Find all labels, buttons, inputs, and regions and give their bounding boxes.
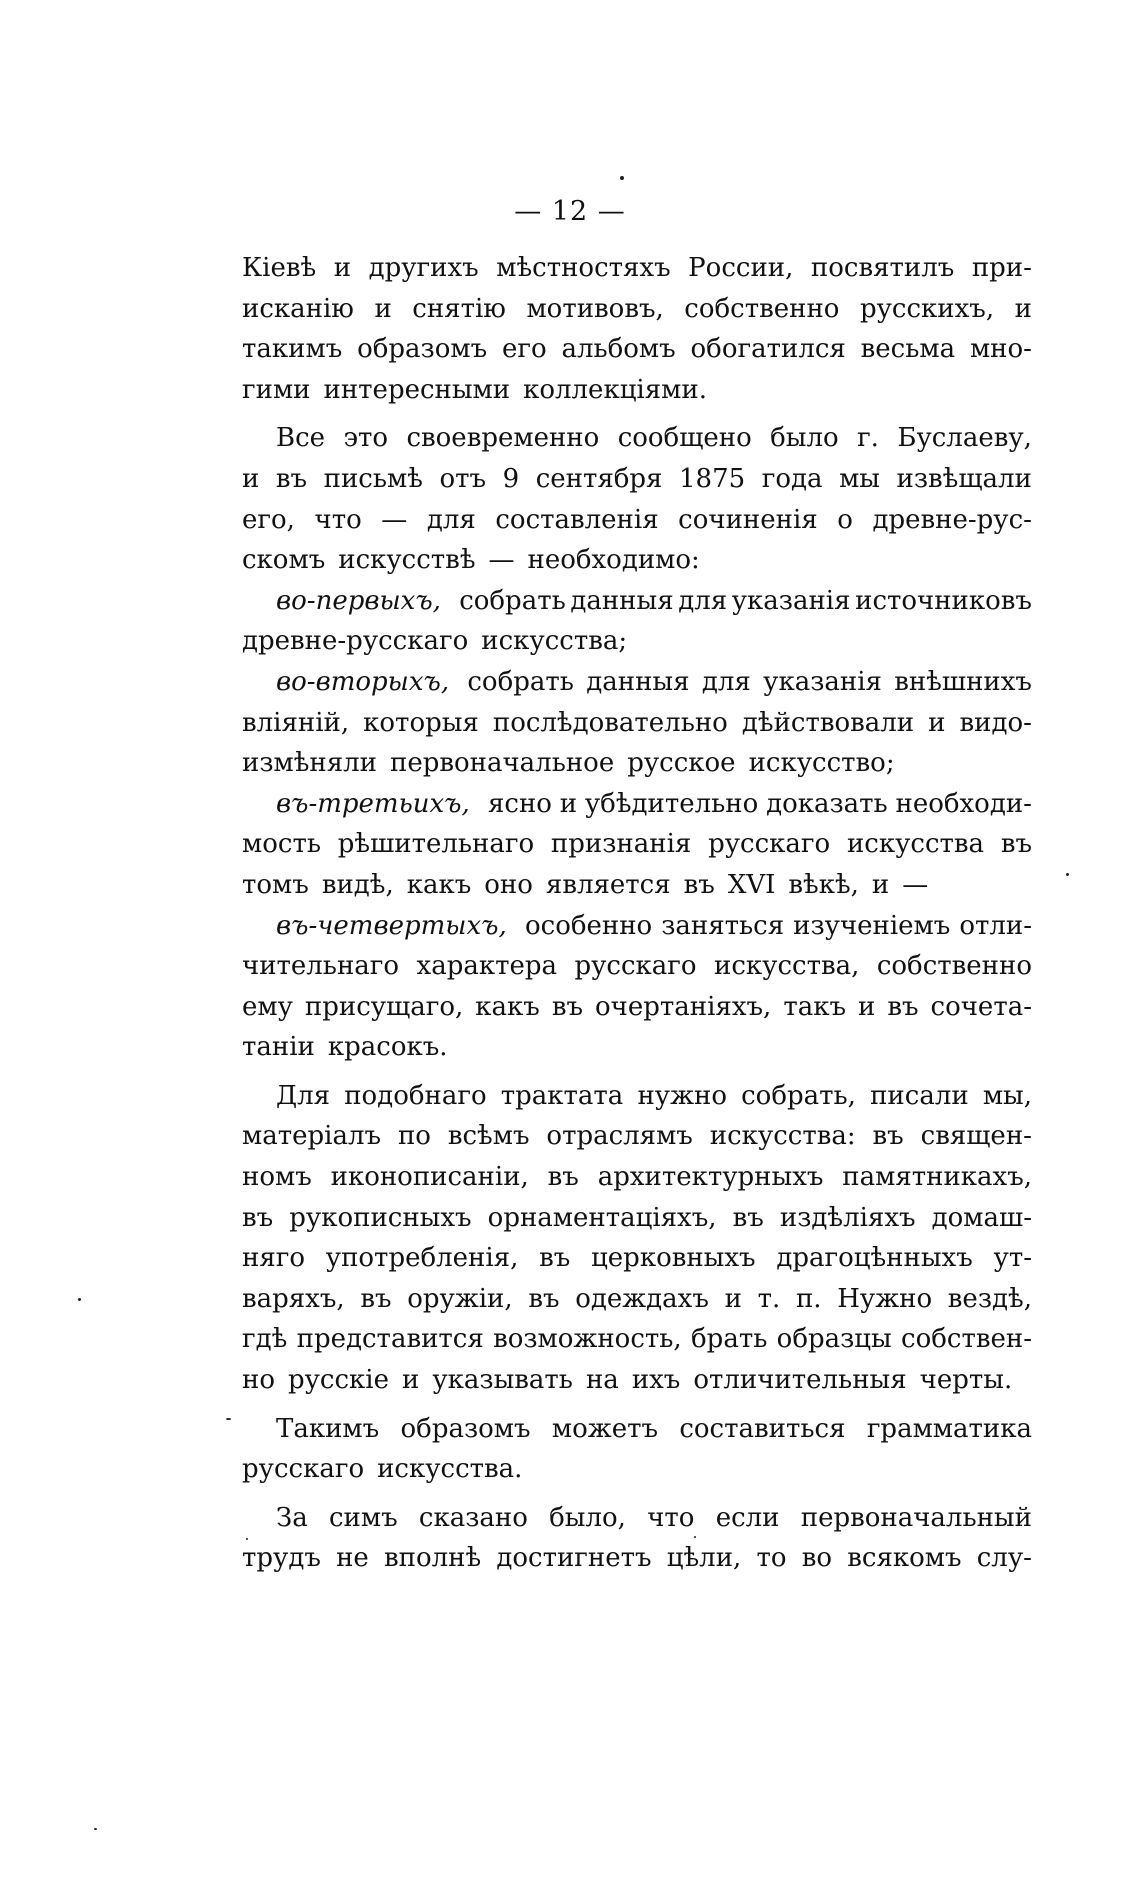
word: изученіемъ	[793, 910, 951, 941]
text-line	[242, 865, 1032, 906]
text-line	[242, 1027, 1032, 1068]
word: признанія	[550, 829, 692, 860]
word: ему	[242, 991, 293, 1022]
text-line	[242, 1116, 1032, 1157]
word: Буслаеву,	[897, 423, 1032, 454]
word: отраслямъ	[546, 1121, 693, 1152]
word: характера	[416, 951, 558, 982]
word: видѣ,	[321, 869, 394, 900]
word: при-	[971, 253, 1032, 283]
word: употребленія,	[325, 1243, 519, 1274]
word: посвятилъ	[810, 253, 955, 283]
word: измѣняли	[242, 748, 377, 779]
word: искусства,	[714, 951, 860, 982]
text-line	[242, 1279, 1032, 1320]
word: 9	[502, 463, 520, 494]
word: нужно	[637, 1080, 727, 1111]
word: образомъ	[357, 334, 488, 365]
text-line	[242, 418, 1032, 459]
word: вліяній,	[242, 707, 350, 738]
text-line	[242, 824, 1032, 865]
word: его,	[242, 504, 295, 535]
word: церковныхъ	[591, 1243, 756, 1274]
word: мѣстностяхъ	[496, 253, 671, 283]
word: орнаментаціяхъ,	[487, 1202, 717, 1233]
text-line	[242, 1157, 1032, 1198]
word: достигнетъ	[496, 1543, 652, 1574]
text-line	[242, 1319, 1032, 1360]
ink-speck	[1066, 873, 1069, 876]
word: няго	[242, 1243, 306, 1274]
word: собрать	[459, 585, 566, 616]
word: своевременно	[406, 423, 600, 454]
word: матеріалъ	[242, 1121, 382, 1152]
word: одеждахъ	[575, 1283, 709, 1314]
word: мотивовъ,	[526, 293, 664, 324]
word: трудъ	[242, 1543, 321, 1574]
word: интересными	[323, 374, 511, 405]
word: мы	[839, 463, 880, 494]
word: симъ	[328, 1502, 398, 1533]
word: —	[902, 869, 929, 900]
word: искусства.	[377, 1454, 523, 1485]
word: брать	[691, 1324, 768, 1355]
word: данныя	[586, 666, 690, 697]
word: какъ	[475, 991, 540, 1022]
text-line	[242, 743, 1032, 784]
word: въ	[360, 1283, 392, 1314]
word: скомъ	[242, 545, 326, 576]
word: и	[858, 991, 876, 1022]
word: черты.	[919, 1365, 1013, 1396]
word: коллекціями.	[523, 374, 707, 405]
word: России,	[688, 253, 794, 283]
word: и	[928, 707, 946, 738]
word: сообщено	[617, 423, 752, 454]
word: источниковъ	[855, 585, 1032, 616]
word: необходи-	[895, 788, 1032, 819]
word: собствен-	[901, 1324, 1032, 1355]
word: и	[242, 463, 260, 494]
text-line	[242, 1449, 1032, 1490]
word: —	[488, 545, 515, 576]
text-line	[242, 621, 1032, 662]
word: мно-	[969, 334, 1032, 365]
word: исканію	[242, 293, 354, 324]
word: вполнѣ	[384, 1543, 482, 1574]
word: очертаніяхъ,	[595, 991, 772, 1022]
word: является	[545, 869, 671, 900]
text-line	[242, 1498, 1032, 1539]
word: въ	[547, 1162, 579, 1193]
word: для	[426, 504, 476, 535]
word: древне-рус-	[872, 504, 1032, 535]
word: и	[402, 1365, 420, 1396]
word: его	[501, 334, 547, 365]
word: Кіевѣ	[242, 253, 317, 283]
ink-speck	[78, 1298, 81, 1301]
word: грамматика	[866, 1413, 1032, 1444]
text-line	[242, 662, 1032, 703]
word: въ	[242, 1202, 274, 1233]
word: собрать	[467, 666, 574, 697]
line-rest	[459, 581, 1032, 622]
word: томъ	[242, 869, 309, 900]
word: ясно	[488, 788, 552, 819]
word: и	[559, 788, 578, 819]
word: было	[770, 423, 839, 454]
word: письмѣ	[323, 463, 423, 494]
word: Все	[276, 423, 326, 454]
word: отъ	[439, 463, 487, 494]
word: но	[242, 1365, 275, 1396]
word: издѣліяхъ	[779, 1202, 916, 1233]
word: особенно	[524, 910, 653, 941]
word: вѣкѣ,	[788, 869, 859, 900]
text-line	[242, 1360, 1032, 1401]
word: собрать,	[741, 1080, 856, 1111]
word: Нужно	[837, 1283, 933, 1314]
word: священ-	[920, 1121, 1032, 1152]
word: другихъ	[368, 253, 479, 283]
word: дѣйствовали	[741, 707, 915, 738]
word: русскіе	[287, 1365, 390, 1396]
word: такимъ	[242, 334, 343, 365]
word: Такимъ	[276, 1413, 380, 1444]
word: такъ	[783, 991, 846, 1022]
word: п.	[795, 1283, 822, 1314]
word: указанія	[763, 666, 882, 697]
word: если	[715, 1502, 780, 1533]
word: то	[756, 1543, 787, 1574]
word: и	[333, 253, 352, 283]
word: русское	[627, 748, 736, 779]
word: подобнаго	[344, 1080, 487, 1111]
word: доказать	[766, 788, 888, 819]
word: собственно	[876, 951, 1032, 982]
word: иконописаніи,	[330, 1162, 529, 1193]
word: памятникахъ,	[842, 1162, 1032, 1193]
word: альбомъ	[561, 334, 676, 365]
text-line	[242, 248, 1032, 289]
word: домаш-	[931, 1202, 1032, 1233]
word: на	[585, 1365, 619, 1396]
word: образомъ	[400, 1413, 531, 1444]
word: видо-	[959, 707, 1032, 738]
word: сказано	[418, 1502, 528, 1533]
italic-lead: во-первыхъ,	[276, 585, 441, 616]
word: искусства:	[709, 1121, 856, 1152]
word: данныя	[570, 585, 674, 616]
word: чительнаго	[242, 951, 400, 982]
word: извѣщали	[896, 463, 1032, 494]
ink-speck	[620, 176, 624, 180]
text-line	[242, 1076, 1032, 1117]
word: вездѣ,	[947, 1283, 1032, 1314]
word: первоначальное	[390, 748, 615, 779]
word: представится	[296, 1324, 484, 1355]
word: и	[1014, 293, 1032, 324]
ink-speck	[94, 1828, 97, 1830]
word: драгоцѣнныхъ	[776, 1243, 973, 1274]
word: что	[314, 504, 362, 535]
word: въ	[528, 1283, 560, 1314]
word: и	[374, 293, 392, 324]
line-rest	[488, 784, 1032, 825]
ink-speck	[226, 1418, 231, 1420]
word: снятію	[412, 293, 506, 324]
word: первоначальный	[800, 1502, 1032, 1533]
word: гими	[242, 374, 311, 405]
text-line	[242, 540, 1032, 581]
word: цѣли,	[666, 1543, 742, 1574]
word: въ	[872, 1121, 904, 1152]
word: заняться	[661, 910, 785, 941]
text-line	[242, 703, 1032, 744]
line-rest	[525, 906, 1032, 947]
word: г.	[857, 423, 879, 454]
word: въ	[275, 463, 308, 494]
word: по	[397, 1121, 431, 1152]
word: —	[381, 504, 408, 535]
word: искусствѣ	[338, 545, 476, 576]
italic-lead: въ-четвертыхъ,	[276, 910, 507, 941]
word: таніи	[242, 1032, 315, 1063]
word: искусства;	[481, 626, 628, 657]
word: необходимо:	[527, 545, 700, 576]
word: отличительныя	[693, 1365, 907, 1396]
text-line	[242, 370, 1032, 411]
word: 1875	[679, 463, 746, 494]
word: возможность,	[493, 1324, 682, 1355]
word: какъ	[406, 869, 472, 900]
word: которыя	[363, 707, 479, 738]
word: присущаго,	[304, 991, 464, 1022]
word: составиться	[679, 1413, 846, 1444]
line-rest	[467, 662, 1032, 703]
word: трактата	[500, 1080, 624, 1111]
word: для	[701, 666, 751, 697]
text-line	[242, 1198, 1032, 1239]
word: собственно	[684, 293, 840, 324]
word: За	[276, 1502, 308, 1533]
word: XVI	[727, 869, 776, 900]
word: ут-	[993, 1243, 1032, 1274]
word: Для	[276, 1080, 331, 1111]
word: года	[761, 463, 823, 494]
word: древне-русскаго	[242, 626, 469, 657]
word: и	[724, 1283, 742, 1314]
text-line	[242, 784, 1032, 825]
text-line	[242, 289, 1032, 330]
word: всѣмъ	[447, 1121, 530, 1152]
word: для	[678, 585, 728, 616]
word: русскаго	[574, 951, 697, 982]
word: мы,	[982, 1080, 1032, 1111]
word: искусство;	[748, 748, 895, 779]
text-line	[242, 459, 1032, 500]
word: обогатился	[690, 334, 846, 365]
word: убѣдительно	[584, 788, 759, 819]
word: русскаго	[708, 829, 831, 860]
word: въ	[551, 991, 584, 1022]
word: русскаго	[242, 1454, 365, 1485]
word: писали	[870, 1080, 969, 1111]
word: въ	[1000, 829, 1032, 860]
text-line	[242, 946, 1032, 987]
word: это	[343, 423, 389, 454]
word: слу-	[976, 1543, 1032, 1574]
word: о	[837, 504, 853, 535]
word: номъ	[242, 1162, 312, 1193]
word: сентября	[535, 463, 663, 494]
word: и	[871, 869, 890, 900]
word: во	[801, 1543, 833, 1574]
italic-lead: во-вторыхъ,	[276, 666, 450, 697]
text-line	[242, 500, 1032, 541]
text-line	[242, 1409, 1032, 1450]
page-number: — 12 —	[514, 196, 626, 227]
word: внѣшнихъ	[894, 666, 1032, 697]
word: гдѣ	[242, 1324, 288, 1355]
word: всякомъ	[847, 1543, 962, 1574]
text-line	[242, 1238, 1032, 1279]
word: указывать	[432, 1365, 573, 1396]
word: отли-	[959, 910, 1032, 941]
text-line	[242, 581, 1032, 622]
word: сочета-	[930, 991, 1032, 1022]
word: сочиненія	[678, 504, 818, 535]
text-line	[242, 906, 1032, 947]
word: въ	[732, 1202, 764, 1233]
word: въ	[539, 1243, 571, 1274]
text-line	[242, 1538, 1032, 1579]
word: искусства	[846, 829, 985, 860]
body-text	[242, 248, 1032, 1579]
word: варяхъ,	[242, 1283, 345, 1314]
word: образцы	[776, 1324, 892, 1355]
word: рукописныхъ	[289, 1202, 472, 1233]
word: архитектурныхъ	[597, 1162, 824, 1193]
word: весьма	[860, 334, 956, 365]
word: рѣшительнаго	[337, 829, 535, 860]
word: ихъ	[631, 1365, 681, 1396]
word: что	[647, 1502, 695, 1533]
word: мость	[242, 829, 321, 860]
word: можетъ	[551, 1413, 659, 1444]
word: оружіи,	[407, 1283, 513, 1314]
text-line	[242, 329, 1032, 370]
word: оно	[484, 869, 533, 900]
word: т.	[757, 1283, 781, 1314]
word: было,	[549, 1502, 626, 1533]
word: не	[336, 1543, 369, 1574]
word: указанія	[731, 585, 851, 616]
word: послѣдовательно	[492, 707, 728, 738]
word: красокъ.	[327, 1032, 448, 1063]
italic-lead: въ-третьихъ,	[276, 788, 470, 819]
word: въ	[683, 869, 715, 900]
word: составленія	[495, 504, 659, 535]
word: въ	[887, 991, 919, 1022]
text-line	[242, 987, 1032, 1028]
word: русскихъ,	[859, 293, 995, 324]
